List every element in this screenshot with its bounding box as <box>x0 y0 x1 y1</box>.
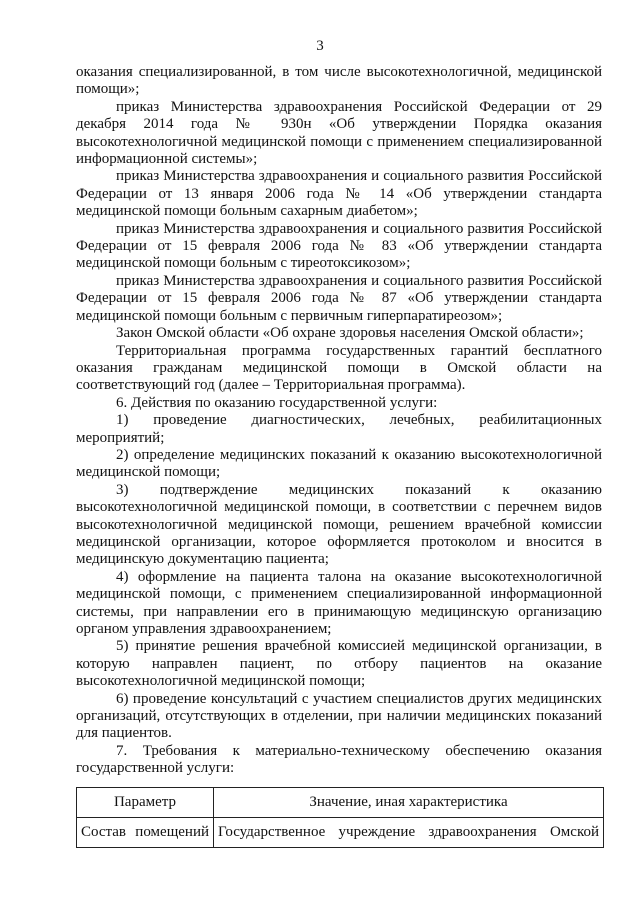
paragraph: Закон Омской области «Об охране здоровья населения Омской области»; <box>116 325 584 342</box>
paragraph: 7. Требования к материально-техническому обеспечению оказания государственной услуги: <box>76 742 602 777</box>
paragraph: 6) проведение консультаций с участием специалистов других медицинских организаций, отсутствующих в отделении, при наличии медицинских показаний для пациентов. <box>76 690 602 742</box>
document-body <box>76 64 602 778</box>
paragraph: 5) принятие решения врачебной комиссией медицинской организации, в которую направлен пациент, по отбору пациентов на оказание высокотехнологичной медицинской помощи; <box>76 638 602 690</box>
paragraph: оказания специализированной, в том числе высокотехнологичной, медицинской помощи»; <box>76 64 602 98</box>
table-header-cell: Параметр <box>77 788 214 818</box>
paragraph: приказ Министерства здравоохранения и социального развития Российской Федерации от 13 января 2006 года № 14 «Об утверждении стандарта медицинской помощи больным сахарным диабетом»; <box>76 168 602 220</box>
table-row <box>77 818 604 848</box>
table-header-row <box>77 788 604 818</box>
table-cell: Состав помещений <box>77 818 214 848</box>
table-cell: Государственное учреждение здравоохранения Омской <box>214 818 604 848</box>
table-header-cell: Значение, иная характеристика <box>214 788 604 818</box>
paragraph: 6. Действия по оказанию государственной услуги: <box>116 394 438 411</box>
requirements-table <box>76 787 604 848</box>
paragraph: приказ Министерства здравоохранения Российской Федерации от 29 декабря 2014 года № 930н «Об утверждении Порядка оказания высокотехнологичной медицинской помощи с применением специализированной информационной системы»; <box>76 98 602 168</box>
paragraph: приказ Министерства здравоохранения и социального развития Российской Федерации от 15 февраля 2006 года № 83 «Об утверждении стандарта медицинской помощи больным с тиреотоксикозом»; <box>76 220 602 272</box>
paragraph: 2) определение медицинских показаний к оказанию высокотехнологичной медицинской помощи; <box>76 446 602 481</box>
paragraph: 4) оформление на пациента талона на оказание высокотехнологичной медицинской помощи, с применением специализированной информационной системы, при направлении его в принимающую медицинскую организацию органом управления здравоохранением; <box>76 568 602 637</box>
paragraph: Территориальная программа государственных гарантий бесплатного оказания гражданам медицинской помощи в Омской области на соответствующий год (далее – Территориальная программа). <box>76 342 602 394</box>
page-number: 3 <box>316 38 324 54</box>
paragraph: 1) проведение диагностических, лечебных, реабилитационных мероприятий; <box>76 412 602 446</box>
paragraph: приказ Министерства здравоохранения и социального развития Российской Федерации от 15 февраля 2006 года № 87 «Об утверждении стандарта медицинской помощи больным с первичным гиперпаратиреозом»; <box>76 272 602 324</box>
paragraph: 3) подтверждение медицинских показаний к оказанию высокотехнологичной медицинской помощи, в соответствии с перечнем видов высокотехнологичной медицинской помощи, решением врачебной комиссии медицинской организации, которое оформляется протоколом и вносится в медицинскую документацию пациента; <box>76 481 602 568</box>
